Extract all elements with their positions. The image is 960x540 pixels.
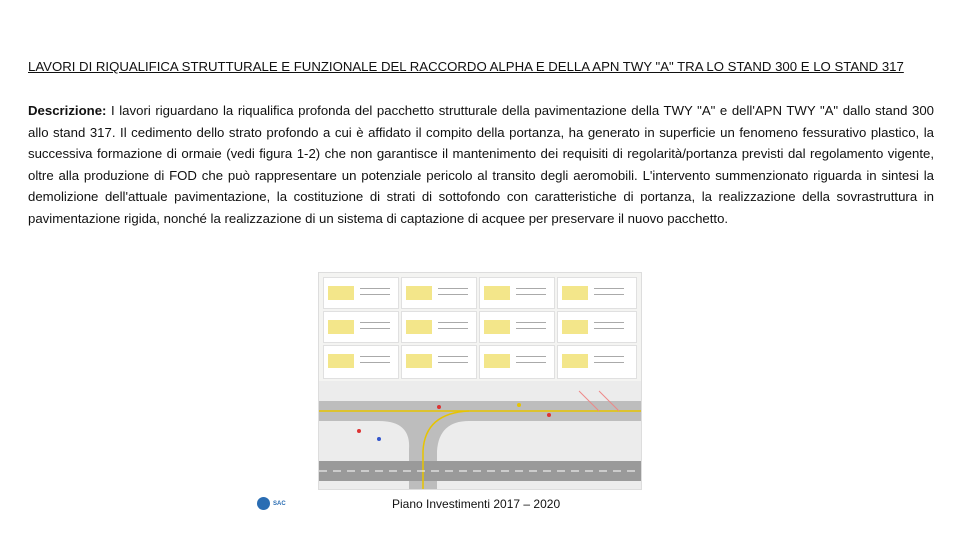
- section-panel: [323, 345, 399, 379]
- description-text: I lavori riguardano la riqualifica profonda del pacchetto strutturale della pavimentazione della TWY "A" e dell'APN TWY "A" dallo stand 300 allo stand 317. Il cedimento dello strato profondo a cui è affidato il compito della portanza, ha generato in superficie un fenomeno fessurativo plastico, la successiva formazione di ormaie (vedi figura 1-2) che non garantisce il mantenimento dei requisiti di regolarità/portanza previsti dal regolamento vigente, oltre alla produzione di FOD che può rappresentare un potenziale pericolo al transito degli aeromobili. L'intervento summenzionato riguarda in sintesi la demolizione dell'attuale pavimentazione, la costituzione di strati di sottofondo con caratteristiche di portanza, la realizzazione della sovrastruttura in pavimentazione rigida, nonché la realizzazione di un sistema di captazione di acquee per preservare il nuovo pacchetto.: [28, 103, 934, 226]
- section-panel: [401, 277, 477, 309]
- section-panel: [401, 311, 477, 343]
- section-panel: [323, 277, 399, 309]
- section-panel: [479, 345, 555, 379]
- section-panel: [401, 345, 477, 379]
- section-panel: [557, 277, 637, 309]
- description-label: Descrizione:: [28, 103, 107, 118]
- taxiway-plan-drawing: [319, 381, 641, 489]
- page-title: LAVORI DI RIQUALIFICA STRUTTURALE E FUNZIONALE DEL RACCORDO ALPHA E DELLA APN TWY "A" TRA LO STAND 300 E LO STAND 317: [28, 59, 904, 74]
- section-panel: [479, 311, 555, 343]
- section-panel: [557, 311, 637, 343]
- section-panel: [479, 277, 555, 309]
- sac-logo: [257, 497, 286, 510]
- sac-logo-icon: [257, 497, 270, 510]
- project-figure: [318, 272, 642, 490]
- description-paragraph: [28, 100, 934, 230]
- section-panel: [323, 311, 399, 343]
- sac-logo-text: SAC: [273, 500, 286, 507]
- footer-text: Piano Investimenti 2017 – 2020: [392, 497, 561, 511]
- section-panel: [557, 345, 637, 379]
